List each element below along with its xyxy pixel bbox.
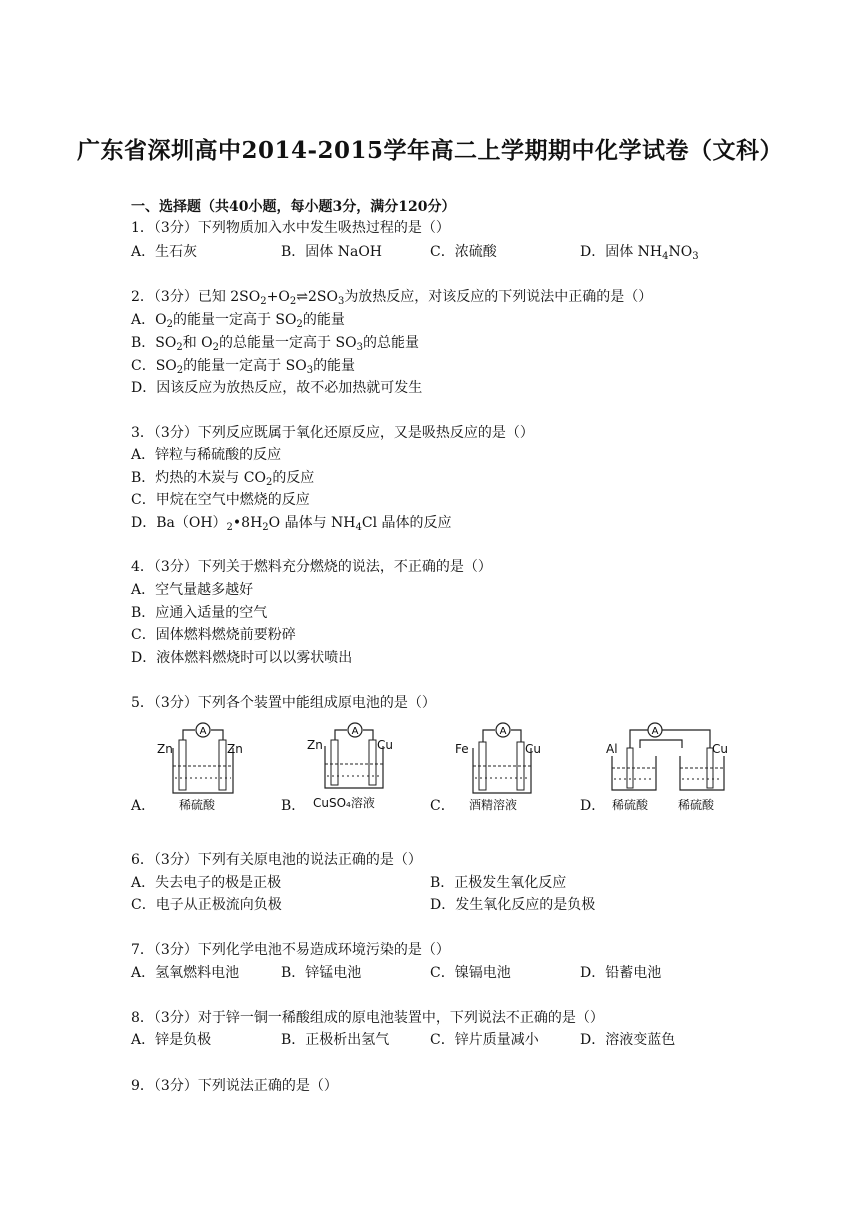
solution-label: 酒精溶液 xyxy=(469,798,518,812)
q4-option-c: C．固体燃料燃烧前要粉碎 xyxy=(131,627,296,643)
svg-text:A: A xyxy=(499,726,507,737)
q2-stem: 2．（3分）已知 $2SO_2+O_2\rightleftharpoons 2SO_3$为放热反应，对该反应的下列说法中正确的是（） xyxy=(131,289,653,307)
q5-figure-b xyxy=(305,718,405,813)
q4-stem: 4．（3分）下列关于燃料充分燃烧的说法，不正确的是（） xyxy=(131,559,492,575)
q3-stem: 3．（3分）下列反应既属于氧化还原反应，又是吸热反应的是（） xyxy=(131,425,534,441)
q5-option-d: D． xyxy=(580,798,606,814)
q6-option-a: A．失去电子的极是正极 xyxy=(131,875,282,891)
solution-right-label: 稀硫酸 xyxy=(678,798,715,812)
q5-option-a: A． xyxy=(131,798,156,814)
q8-option-a: A．锌是负极 xyxy=(131,1032,212,1048)
q3-option-b: B．灼热的木炭与 $CO_2$的反应 xyxy=(131,470,315,488)
electrode-left-label: Fe xyxy=(455,742,469,756)
svg-text:A: A xyxy=(199,726,207,737)
q5-figure-c xyxy=(455,718,555,813)
q3-option-d: D．$Ba(OH)_2•8H_2O$ 晶体与 $NH_4Cl$ 晶体的反应 xyxy=(131,515,452,533)
q1-option-d: D．固体 $NH_4NO_3$ xyxy=(580,244,699,262)
solution-label: CuSO₄溶液 xyxy=(313,796,375,810)
q6-option-b: B．正极发生氧化反应 xyxy=(430,875,567,891)
q1-option-c: C．浓硫酸 xyxy=(430,244,497,260)
electrode-left-label: Al xyxy=(606,742,618,756)
q1-option-a: A．生石灰 xyxy=(131,244,198,260)
q5-stem: 5．（3分）下列各个装置中能组成原电池的是（） xyxy=(131,695,436,711)
svg-text:A: A xyxy=(651,726,659,737)
q4-option-a: A．空气量越多越好 xyxy=(131,582,254,598)
q2-option-c: C．$SO_2$的能量一定高于 $SO_3$的能量 xyxy=(131,358,356,376)
q7-option-d: D．铅蓄电池 xyxy=(580,965,662,981)
svg-text:A: A xyxy=(351,726,359,737)
q2-option-d: D．因该反应为放热反应，故不必加热就可发生 xyxy=(131,380,423,396)
q7-option-c: C．镍镉电池 xyxy=(430,965,511,981)
q1-stem: 1．（3分）下列物质加入水中发生吸热过程的是（） xyxy=(131,220,450,236)
q3-option-a: A．锌粒与稀硫酸的反应 xyxy=(131,447,282,463)
q7-stem: 7．（3分）下列化学电池不易造成环境污染的是（） xyxy=(131,942,450,958)
q8-option-b: B．正极析出氢气 xyxy=(281,1032,390,1048)
electrode-right-label: Zn xyxy=(227,742,243,756)
q5-option-b: B． xyxy=(281,798,306,814)
q8-option-c: C．锌片质量减小 xyxy=(430,1032,539,1048)
q8-stem: 8．（3分）对于锌一铜一稀酸组成的原电池装置中，下列说法不正确的是（） xyxy=(131,1010,604,1026)
electrode-left-label: Zn xyxy=(307,738,323,752)
q4-option-d: D．液体燃料燃烧时可以以雾状喷出 xyxy=(131,650,353,666)
q3-option-c: C．甲烷在空气中燃烧的反应 xyxy=(131,492,310,508)
section-heading: 一、选择题（共40小题，每小题3分，满分120分） xyxy=(131,199,456,215)
electrode-right-label: Cu xyxy=(525,742,541,756)
q4-option-b: B．应通入适量的空气 xyxy=(131,605,268,621)
q5-figure-a xyxy=(155,718,250,813)
q9-stem: 9．（3分）下列说法正确的是（） xyxy=(131,1078,338,1094)
q2-option-a: A．$O_2$的能量一定高于 $SO_2$的能量 xyxy=(131,312,345,330)
q1-option-b: B．固体 NaOH xyxy=(281,244,383,260)
solution-left-label: 稀硫酸 xyxy=(612,798,649,812)
solution-label: 稀硫酸 xyxy=(179,798,216,812)
q5-figure-d xyxy=(600,718,740,813)
q7-option-b: B．锌锰电池 xyxy=(281,965,362,981)
q8-option-d: D．溶液变蓝色 xyxy=(580,1032,676,1048)
q6-stem: 6．（3分）下列有关原电池的说法正确的是（） xyxy=(131,852,422,868)
q2-option-b: B．$SO_2$和 $O_2$的总能量一定高于 $SO_3$的总能量 xyxy=(131,335,419,353)
q6-option-c: C．电子从正极流向负极 xyxy=(131,897,282,913)
q5-option-c: C． xyxy=(430,798,455,814)
exam-title: 广东省深圳高中2014-2015学年高二上学期期中化学试卷（文科） xyxy=(76,137,784,164)
q6-option-d: D．发生氧化反应的是负极 xyxy=(430,897,596,913)
electrode-right-label: Cu xyxy=(712,742,728,756)
electrode-right-label: Cu xyxy=(377,738,393,752)
electrode-left-label: Zn xyxy=(157,742,173,756)
q7-option-a: A．氢氧燃料电池 xyxy=(131,965,240,981)
